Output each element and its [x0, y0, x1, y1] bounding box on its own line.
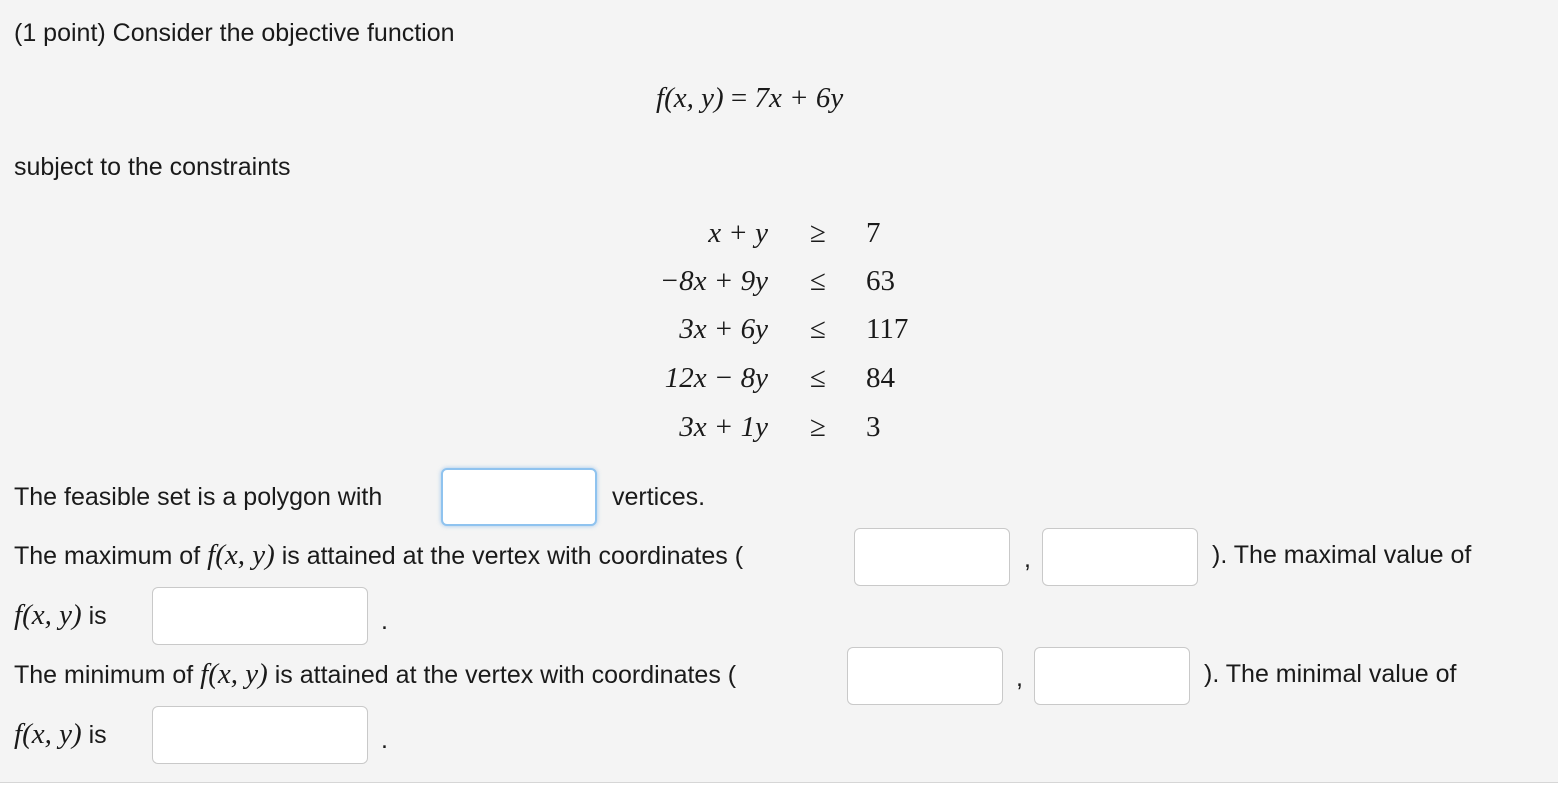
max-value-function	[14, 599, 82, 631]
min-comma: ,	[1016, 664, 1023, 692]
constraint-4-lhs: 12x − 8y	[664, 362, 768, 394]
min-value-input[interactable]	[152, 706, 368, 764]
subject-to-label: subject to the constraints	[14, 153, 291, 181]
min-question-suffix: ). The minimal value of	[1204, 660, 1457, 688]
min-value-function	[14, 718, 82, 750]
min-value-f-args: (x, y)	[22, 718, 82, 750]
objective-rhs: 7x + 6y	[754, 82, 844, 114]
min-prefix-text: The minimum of	[14, 661, 194, 689]
min-f-args: (x, y)	[208, 658, 268, 690]
vertices-question-suffix: vertices.	[612, 483, 706, 511]
max-value-input[interactable]	[152, 587, 368, 645]
objective-args: (x, y)	[664, 82, 724, 114]
min-x-input[interactable]	[847, 647, 1003, 705]
constraint-3-relation: ≤	[810, 313, 826, 345]
constraint-2-lhs: −8x + 9y	[659, 265, 768, 297]
constraint-5-rhs: 3	[866, 411, 881, 443]
max-x-input[interactable]	[854, 528, 1010, 586]
max-question-suffix: ). The maximal value of	[1212, 541, 1472, 569]
problem-intro: (1 point) Consider the objective function	[14, 19, 455, 47]
constraint-2-relation: ≤	[810, 265, 826, 297]
vertices-question-prefix: The feasible set is a polygon with	[14, 483, 383, 511]
constraint-5-lhs: 3x + 1y	[679, 411, 768, 443]
min-question-prefix	[14, 659, 736, 690]
max-comma: ,	[1024, 545, 1031, 573]
min-value-label	[14, 719, 107, 750]
min-f-name: f	[200, 658, 209, 690]
vertices-count-input[interactable]	[441, 468, 597, 526]
min-value-f-name: f	[14, 718, 23, 750]
max-value-is: is	[88, 602, 107, 630]
max-question-prefix	[14, 540, 743, 571]
max-value-period: .	[381, 607, 388, 635]
constraint-2-rhs: 63	[866, 265, 895, 297]
constraint-5-relation: ≥	[810, 411, 826, 443]
objective-name: f	[656, 82, 665, 114]
max-f-name: f	[207, 539, 216, 571]
max-function-name	[207, 539, 275, 571]
constraint-1-rhs: 7	[866, 217, 881, 249]
max-prefix-text-b: is attained at the vertex with coordinates (	[281, 542, 744, 570]
max-value-f-args: (x, y)	[22, 599, 82, 631]
min-function-name	[200, 658, 268, 690]
objective-equals: =	[730, 82, 748, 114]
constraint-4-rhs: 84	[866, 362, 895, 394]
constraint-3-lhs: 3x + 6y	[679, 313, 768, 345]
min-prefix-text-b: is attained at the vertex with coordinates (	[274, 661, 737, 689]
constraint-1-relation: ≥	[810, 217, 826, 249]
max-f-args: (x, y)	[215, 539, 275, 571]
max-y-input[interactable]	[1042, 528, 1198, 586]
min-value-period: .	[381, 726, 388, 754]
min-value-is: is	[88, 721, 107, 749]
objective-function	[656, 82, 843, 115]
max-prefix-text: The maximum of	[14, 542, 201, 570]
constraint-3-rhs: 117	[866, 313, 909, 345]
max-value-f-name: f	[14, 599, 23, 631]
constraint-1-lhs: x + y	[708, 217, 768, 249]
max-value-label	[14, 600, 107, 631]
min-y-input[interactable]	[1034, 647, 1190, 705]
constraint-4-relation: ≤	[810, 362, 826, 394]
